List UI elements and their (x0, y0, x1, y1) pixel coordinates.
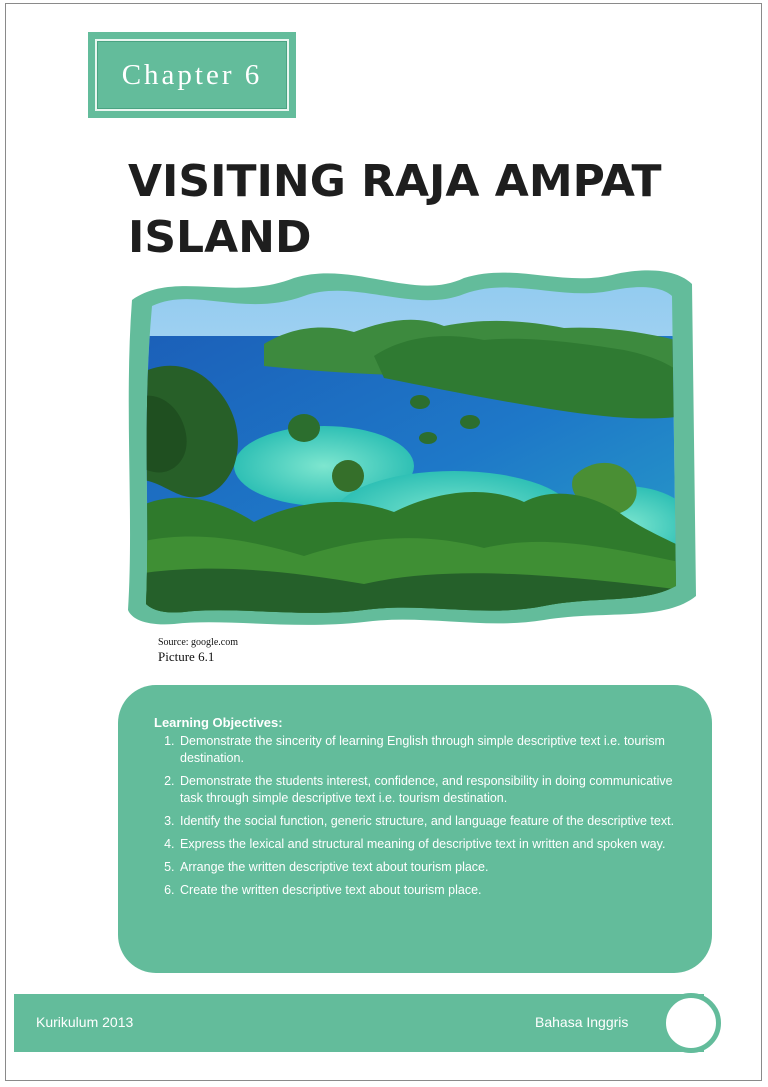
objective-item: 6. Create the written descriptive text about tourism place. (178, 882, 676, 899)
island-photo-illustration (124, 266, 698, 626)
page-footer (14, 994, 704, 1052)
chapter-title-line-1: VISITING RAJA AMPAT (128, 156, 662, 207)
objective-item: 3. Identify the social function, generic structure, and language feature of the descriptive text. (178, 813, 676, 830)
learning-objectives-list (154, 733, 676, 899)
chapter-title-line-2: ISLAND (128, 212, 312, 263)
objective-item: 5. Arrange the written descriptive text about tourism place. (178, 859, 676, 876)
learning-objectives-box (118, 685, 712, 973)
chapter-title (128, 154, 688, 266)
footer-subject: Bahasa Inggris (535, 1014, 629, 1030)
raja-ampat-picture (124, 266, 698, 626)
objective-item: 2. Demonstrate the students interest, confidence, and responsibility in doing communicative task through simple descriptive text i.e. tourism destination. (178, 773, 676, 807)
learning-objectives-heading: Learning Objectives: (154, 715, 283, 730)
page (5, 3, 762, 1081)
chapter-label: Chapter 6 (121, 58, 263, 91)
footer-curriculum: Kurikulum 2013 (36, 1014, 134, 1030)
objective-item: 4. Express the lexical and structural meaning of descriptive text in written and spoken way. (178, 836, 676, 853)
picture-number: Picture 6.1 (158, 649, 215, 664)
chapter-badge (88, 32, 296, 118)
picture-source: Source: google.com (158, 637, 238, 648)
page-number-circle (661, 993, 721, 1053)
picture-caption (158, 637, 238, 665)
objective-item: 1. Demonstrate the sincerity of learning English through simple descriptive text i.e. tourism destination. (178, 733, 676, 767)
